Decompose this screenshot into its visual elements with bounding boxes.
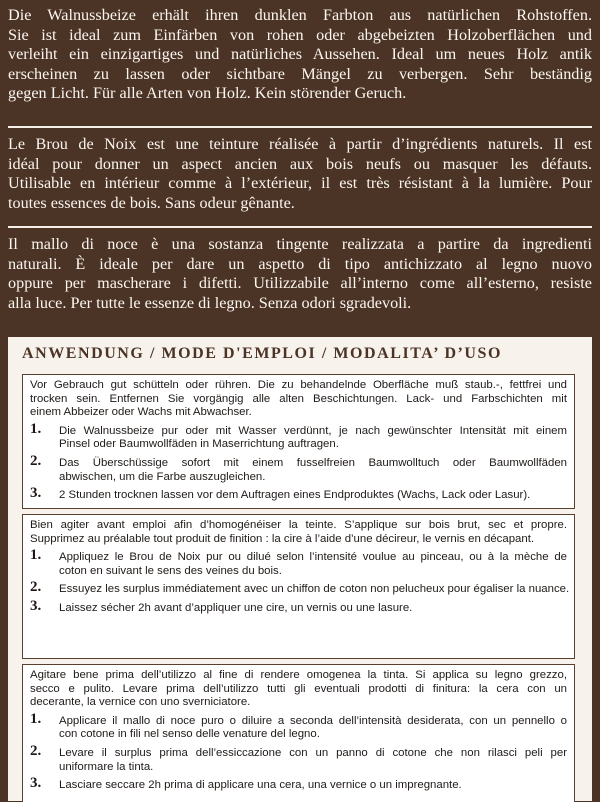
intro-french <box>8 135 592 213</box>
step-number: 3. <box>30 775 42 792</box>
step-1 <box>30 710 567 742</box>
step-text: abwischen, um die Farbe auszugleichen. <box>59 470 266 483</box>
intro-line: naturali. È ideale per dare un aspetto di tipo antichizzato al legno nuovo <box>8 254 592 273</box>
step-text: Die Walnussbeize pur oder mit Wasser verdünnt, je nach gewünschter Intensität mit einem <box>59 424 567 437</box>
step-text: con cotone in fili nel senso delle venature del legno. <box>59 728 320 741</box>
usage-title: ANWENDUNG / MODE D'EMPLOI / MODALITA’ D’USO <box>22 345 502 362</box>
step-text: Laissez sécher 2h avant d’appliquer une cire, un vernis ou une lasure. <box>59 601 413 614</box>
intro-line: Le Brou de Noix est une teinture réalisée à partir d’ingrédients naturels. Il est <box>8 135 592 153</box>
intro-line: alla luce. Per tutte le essenze di legno. Senza odori sgradevoli. <box>8 293 412 312</box>
instructions-line: trocken sein. Entfernen Sie vorgängig alle alten Beschichtungen. Lack- und Farbschichten mit <box>30 392 567 405</box>
intro-line: idéal pour donner un aspect ancien aux bois neufs ou masquer les défauts. <box>8 154 592 173</box>
instructions-line: Bien agiter avant emploi afin d’homogénéiser la teinte. S’applique sur bois brut, sec et propre. <box>30 519 567 531</box>
intro-line: erscheinen zu lassen oder sichtbare Mängel zu verbergen. Sehr beständig <box>8 64 592 83</box>
instructions-french <box>22 514 575 659</box>
intro-line: oppure per mascherare i difetti. Utilizzabile all’interno come all’esterno, resiste <box>8 274 592 293</box>
instructions-line: Vor Gebrauch gut schütteln oder rühren. Die zu behandelnde Oberfläche muß staub.-, fettfrei und <box>30 379 567 391</box>
step-number: 1. <box>30 420 42 437</box>
step-text: Appliquez le Brou de Noix pur ou dilué selon l’intensité voulue au pinceau, ou à la mèche de <box>59 551 567 564</box>
step-text: Pinsel oder Baumwollfäden in Maserrichtung auftragen. <box>59 438 339 451</box>
step-text: Applicare il mallo di noce puro o diluire a seconda dell’intensità desiderata, con un pennello o <box>59 714 567 727</box>
instructions-line: einem Abbeizer oder Wachs mit Abwachser. <box>30 406 252 419</box>
intro-italian <box>8 235 592 313</box>
step-number: 3. <box>30 485 42 502</box>
instructions-intro <box>30 519 567 546</box>
instructions-german <box>22 374 575 509</box>
step-2 <box>30 452 567 484</box>
step-number: 2. <box>30 579 42 596</box>
intro-german <box>8 6 592 104</box>
intro-line: Sie ist ideal zum Einfärben von rohen oder abgebeizten Holzoberflächen und <box>8 25 592 44</box>
step-number: 1. <box>30 547 42 564</box>
instructions-line: secco e pulito. Levare prima dell’utilizzo tutti gli eventuali prodotti di finitura: la cera con un <box>30 682 567 695</box>
step-1 <box>30 420 567 452</box>
step-2 <box>30 579 570 597</box>
step-2 <box>30 742 567 774</box>
step-number: 1. <box>30 710 42 727</box>
step-text: Lasciare seccare 2h prima di applicare una cera, una vernice o un impregnante. <box>59 779 462 792</box>
intro-line: toutes essences de bois. Sans odeur gênante. <box>8 193 295 212</box>
instructions-line: Agitare bene prima dell’utilizzo al fine di rendere omogenea la tinta. Si applica su legno grezzo, <box>30 669 567 681</box>
intro-line: Die Walnussbeize erhält ihren dunklen Farbton aus natürlichen Rohstoffen. <box>8 6 592 24</box>
step-text: Levare il surplus prima dell’essiccazione con un panno di cotone che non rilasci peli per <box>59 746 567 759</box>
step-text: Essuyez les surplus immédiatement avec un chiffon de coton non pelucheux pour égaliser la nuance. <box>59 583 570 596</box>
step-number: 2. <box>30 742 42 759</box>
usage-panel <box>8 337 592 801</box>
step-text: uniformare la tinta. <box>59 760 154 773</box>
step-3 <box>30 597 567 616</box>
intro-line: Utilisable en intérieur comme à l’extérieur, il est très résistant à la lumière. Pour <box>8 174 592 193</box>
step-text: coton en suivant le sens des veines du bois. <box>59 564 282 577</box>
step-number: 3. <box>30 597 42 614</box>
intro-line: Il mallo di noce è una sostanza tingente realizzata a partire da ingredienti <box>8 235 592 253</box>
intro-line: verleiht ein einzigartiges und natürliches Aussehen. Ideal um neues Holz antik <box>8 45 592 64</box>
step-1 <box>30 547 567 578</box>
instructions-intro <box>30 379 567 420</box>
instructions-intro <box>30 669 567 710</box>
step-number: 2. <box>30 452 42 469</box>
divider <box>8 226 592 228</box>
instructions-line: decerante, la vernice con uno sverniciatore. <box>30 696 251 709</box>
step-text: Das Überschüssige sofort mit einem fusselfreien Baumwolltuch oder Baumwollfäden <box>59 456 567 469</box>
intro-line: gegen Licht. Für alle Arten von Holz. Kein störender Geruch. <box>8 84 407 103</box>
divider <box>8 126 592 128</box>
step-3 <box>30 775 567 793</box>
step-3 <box>30 485 567 503</box>
instructions-italian <box>22 664 575 802</box>
step-text: 2 Stunden trocknen lassen vor dem Auftragen eines Endproduktes (Wachs, Lack oder Lasur). <box>59 489 531 502</box>
instructions-line: Supprimez au préalable tout produit de finition : la cire à l’aide d’une décireur, le vernis en décapant. <box>30 532 535 545</box>
